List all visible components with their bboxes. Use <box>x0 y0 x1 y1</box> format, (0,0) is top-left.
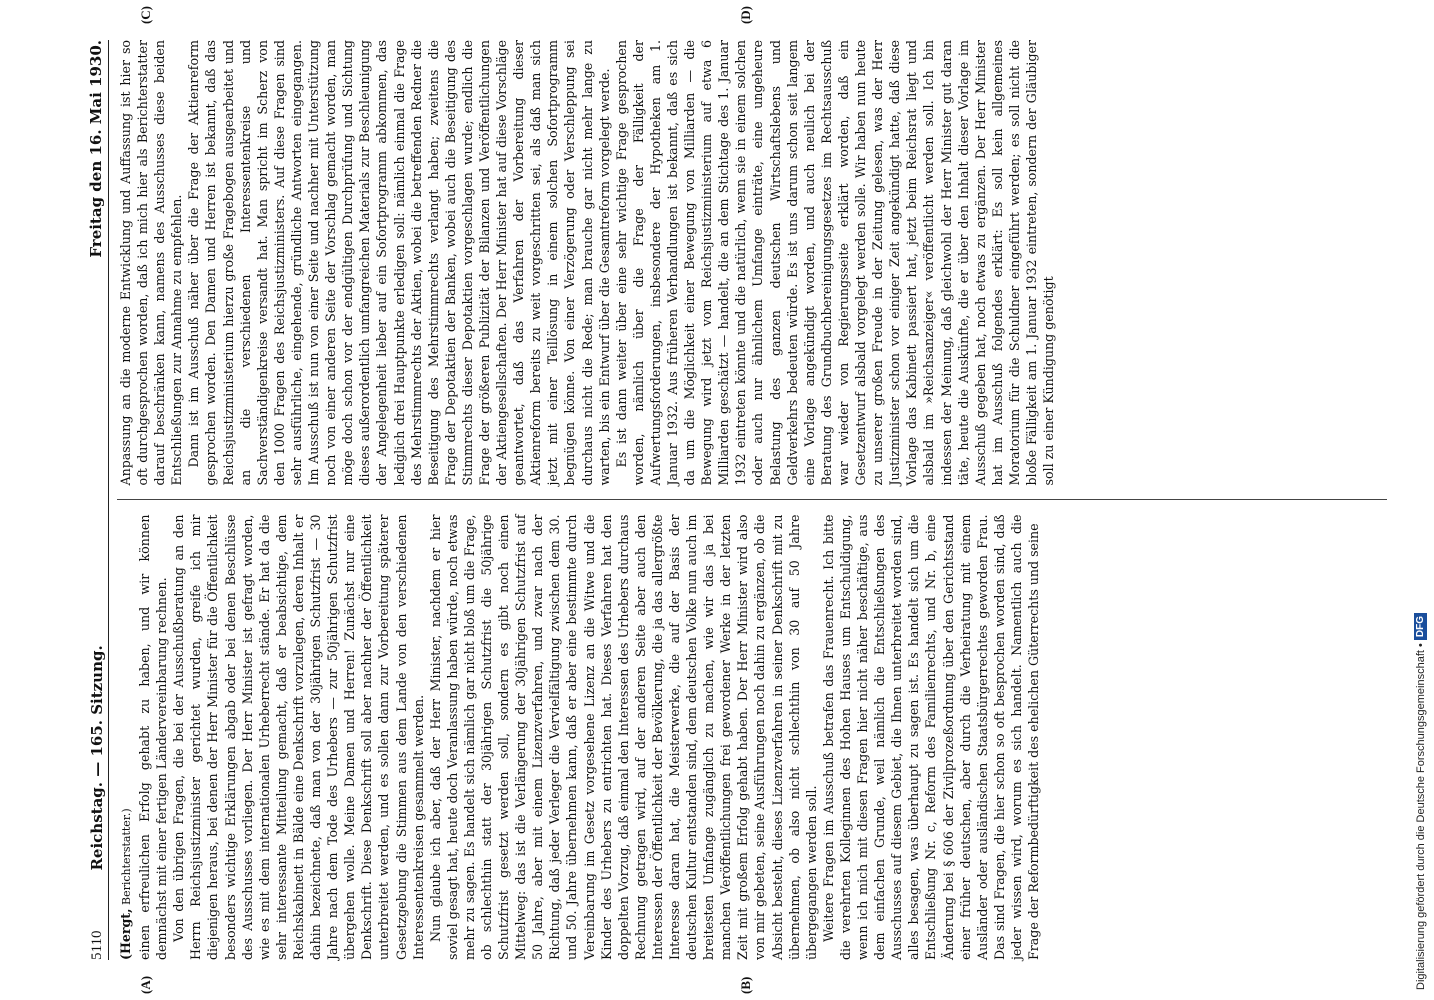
speaker-role: Berichterstatter.) <box>120 808 133 905</box>
left-paragraph-1: einen erfreulichen Erfolg gehabt zu haben, und wir können demnächst mit einer fertigen Ländervereinbarung rechnen. <box>137 514 170 960</box>
right-paragraph-1: Anpassung an die moderne Entwicklung und Auffassung ist hier so oft durchgesprochen worden, daß ich mich hier als Berichterstatter darauf beschränken kann, namens des Ausschusses diese beiden Entschließungen zur Annahme zu empfehlen. <box>118 40 185 486</box>
left-paragraph-3: Nun glaube ich aber, daß der Herr Minister, nachdem er hier soviel gesagt hat, heute doch Veranlassung haben würde, noch etwas mehr zu sagen. Es handelt sich nämlich gar nicht bloß um die Frage, ob schlechthin statt der 30jährigen Schutzfrist die 50jährige Schutzfrist gesetzt werden soll, sondern es gibt noch einen Mittelweg: das ist die Verlängerung der 30jährigen Schutzfrist auf 50 Jahre, aber mit einem Lizenzverfahren, und zwar nach der Richtung, daß jeder Verleger die Vervielfältigung zwischen dem 30. und 50. Jahre übernehmen kann, daß er aber eine bestimmte durch Vereinbarung im Gesetz vorgesehene Lizenz an die Witwe und die Kinder des Urhebers zu entrichten hat. Dieses Verfahren hat den doppelten Vorzug, daß einmal den Interessen des Urhebers durchaus Rechnung getragen wird, auf der anderen Seite aber auch den Interessen der Öffentlichkeit der Bevölkerung, die ja das allergrößte Interesse daran hat, die Meisterwerke, die auf der Basis der deutschen Kultur entstanden sind, dem deutschen Volke nun auch im breitesten Umfange zugänglich zu machen, wie wir das ja bei manchen Veröffentlichungen frei gewordener Werke in der letzten Zeit mit großem Erfolg gehabt haben. Der Herr Minister wird also von mir gebeten, seine Ausführungen noch dahin zu ergänzen, ob die Absicht besteht, dieses Lizenzverfahren in seiner Denkschrift mit zu übernehmen, ob also nicht schlechthin von 30 auf 50 Jahre übergegangen werden soll. <box>427 514 819 960</box>
dfg-logo-icon: DFG <box>1414 613 1427 640</box>
left-paragraph-4: Weitere Fragen im Ausschuß betrafen das Frauenrecht. Ich bitte die verehrten Kolleginnen des Hohen Hauses um Entschuldigung, wenn ich mich mit diesen Fragen hier nicht näher beschäftige, aus dem einfachen Grunde, weil nämlich die Entschließungen des Ausschusses auf diesem Gebiet, die Ihnen unterbreitet worden sind, alles besagen, was überhaupt zu sagen ist. Es handelt sich um die Entschließung Nr. c, Reform des Familienrechts, und Nr. b, eine Änderung bei § 606 der Zivilprozeßordnung über den Gerichtsstand einer früher deutschen, aber durch die Verheiratung mit einem Ausländer oder ausländischen Staatsbürgerrechtes geworden Frau. Das sind Fragen, die hier schon so oft besprochen worden sind, daß jeder wissen wird, worum es sich handelt. Namentlich auch die Frage der Reformbedürftigkeit des ehelichen Güterrechts und seine <box>820 514 1041 960</box>
margin-marker-d: (D) <box>738 6 753 25</box>
credit-text: Digitalisierung gefördert durch die Deutsche Forschungsgemeinschaft • <box>1414 643 1427 990</box>
left-paragraph-2: Von den übrigen Fragen, die bei der Ausschußberatung an den Herrn Reichsjustizminister gerichtet wurden, greife ich mir diejenigen heraus, bei denen der Herr Minister für die Öffentlichkeit besonders wichtige Erklärungen abgab oder bei denen Beschlüsse des Ausschusses vorliegen. Der Herr Minister ist gefragt worden, wie es mit dem internationalen Urheberrecht stände. Er hat da die sehr interessante Mitteilung gemacht, daß er beabsichtige, dem Reichskabinett in Bälde eine Denkschrift vorzulegen, deren Inhalt er dahin bezeichnete, daß man von der 30jährigen Schutzfrist — 30 Jahre nach dem Tode des Urhebers — zur 50jährigen Schutzfrist übergehen wolle. Meine Damen und Herren! Zunächst nur eine Denkschrift. Diese Denkschrift soll aber nachher der Öffentlichkeit unterbreitet werden, und es sollen dann zur Vorbereitung späterer Gesetzgebung die Stimmen aus dem Lande von den verschiedenen Interessentenkreisen gesammelt werden. <box>171 514 426 960</box>
margin-marker-a: (A) <box>138 975 153 994</box>
digitization-credit <box>1414 613 1427 990</box>
margin-marker-b: (B) <box>738 976 753 994</box>
column-divider <box>117 500 1387 501</box>
speaker-name: (Hergt, <box>118 908 133 960</box>
page-header <box>86 40 109 960</box>
left-column <box>117 514 1397 994</box>
right-paragraph-3: Es ist dann weiter über eine sehr wichtige Frage gesprochen worden, nämlich über die Frage der Fälligkeit der Aufwertungsforderungen, insbesondere der Hypotheken am 1. Januar 1932. Aus früheren Verhandlungen ist bekannt, daß es sich da um die Möglichkeit einer Bewegung von Milliarden — die Bewegung wird jetzt vom Reichsjustizministerium auf etwa 6 Milliarden geschätzt — handelt, die an dem Stichtage des 1. Januar 1932 eintreten könnte und die natürlich, wenn sie in einem solchen oder auch nur ähnlichem Umfange einträte, eine ungeheure Belastung des ganzen deutschen Wirtschaftslebens und Geldverkehrs bedeuten würde. Es ist uns darum schon seit langem eine Vorlage angekündigt worden, und auch neulich bei der Beratung des Grundbuchbereinigungsgesetzes im Rechtsausschuß war wieder von Regierungsseite erklärt worden, daß ein Gesetzentwurf alsbald vorgelegt werden solle. Wir haben nun heute zu unserer großen Freude in der Zeitung gelesen, was der Herr Justizminister schon vor einiger Zeit angekündigt hatte, daß diese Vorlage das Kabinett passiert hat, jetzt beim Reichsrat liegt und alsbald im »Reichsanzeiger« veröffentlicht werden soll. Ich bin indessen der Meinung, daß gleichwohl der Herr Minister gut daran täte, heute die Auskünfte, die er über den Inhalt dieser Vorlage im Ausschuß gegeben hat, noch etwas zu ergänzen. Der Herr Minister hat im Ausschuß folgendes erklärt: Es soll kein allgemeines Moratorium für die Schuldner eingeführt werden; es soll nicht die bloße Fälligkeit am 1. Januar 1932 eintreten, sondern der Gläubiger soll zu einer Kündigung genötigt <box>613 40 1057 486</box>
speaker-label <box>117 515 135 961</box>
right-column <box>117 6 1397 486</box>
document-page <box>72 0 1412 1000</box>
right-paragraph-2: Dann ist im Ausschuß näher über die Frage der Aktienreform gesprochen worden. Den Damen und Herren ist bekannt, daß das Reichsjustizministerium hierzu große Fragebogen ausgearbeitet und an die verschiedenen Interessentenkreise und Sachverständigenkreise versandt hat. Man spricht im Scherz von den 1000 Fragen des Reichsjustizministers. Auf diese Fragen sind sehr ausführliche, eingehende, gründliche Antworten eingegangen. Im Ausschuß ist nun von einer Seite und nachher mit Unterstützung noch von einer anderen Seite der Vorschlag gemacht worden, man möge doch schon vor der endgültigen Durchprüfung und Sichtung dieses außerordentlich umfangreichen Materials zur Beschleunigung der Angelegenheit lieber auf ein Sofortprogramm abkommen, das lediglich drei Hauptpunkte erledigen soll: nämlich einmal die Frage des Mehrstimmrechts der Aktien, wobei die betreffenden Redner die Beseitigung des Mehrstimmrechts verlangt haben; zweitens die Frage der Depotaktien der Banken, wobei auch die Beseitigung des Stimmrechts dieser Depotaktien vorgeschlagen wurde; endlich die Frage der größeren Publizität der Bilanzen und Veröffentlichungen der Aktiengesellschaften. Der Herr Minister hat auf diese Vorschläge geantwortet, daß das Verfahren der Vorbereitung dieser Aktienreform bereits zu weit vorgeschritten sei, als daß man sich jetzt mit einer Teillösung in einem solchen Sofortprogramm begnügen könne. Von einer Verzögerung oder Verschleppung sei durchaus nicht die Rede; man brauche gar nicht mehr lange zu warten, bis ein Entwurf über die Gesamtreform vorgelegt werde. <box>186 40 612 486</box>
session-title: Reichstag. — 165. Sitzung. <box>88 645 106 871</box>
margin-marker-c: (C) <box>138 6 153 25</box>
page-number: 5110 <box>89 930 105 960</box>
session-date: Freitag den 16. Mai 1930. <box>87 40 105 258</box>
text-columns <box>117 6 1397 994</box>
